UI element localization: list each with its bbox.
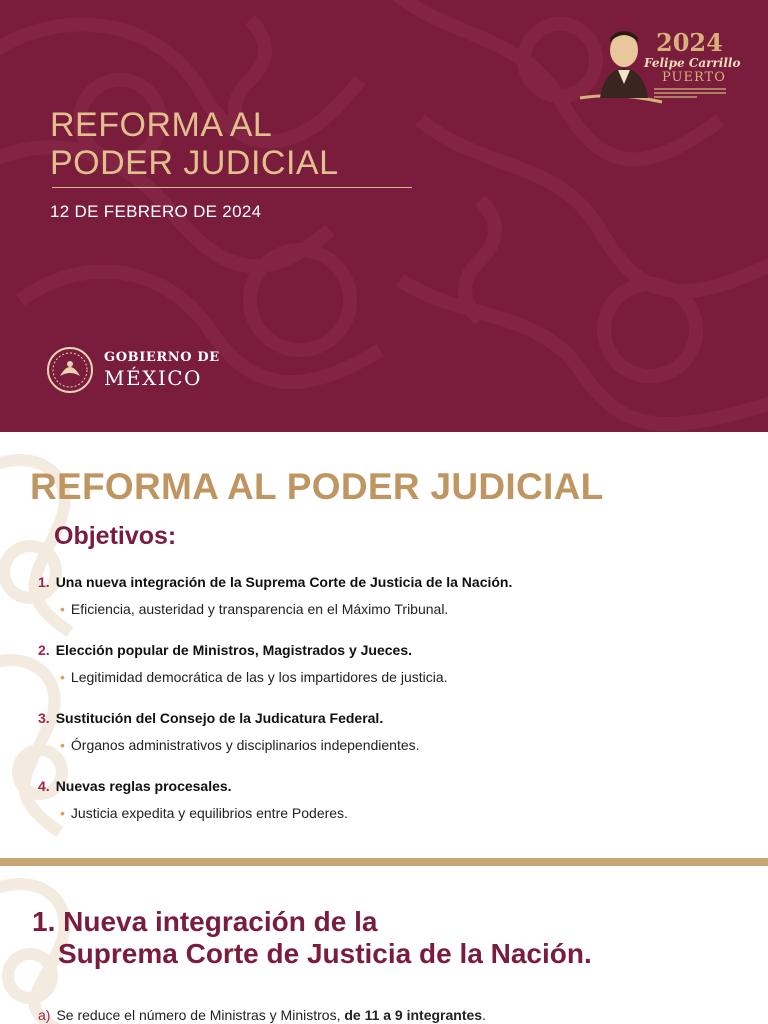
commemorative-fine-print [654, 88, 726, 100]
objetivos-slide [0, 432, 768, 860]
objective-bullet-text: Órganos administrativos y disciplinarios independientes. [70, 737, 420, 753]
section1-item [38, 1007, 486, 1023]
cover-date: 12 DE FEBRERO DE 2024 [50, 202, 262, 221]
cover-slide [0, 0, 768, 432]
section-title: REFORMA AL PODER JUDICIAL [30, 466, 604, 507]
commemorative-logo [578, 26, 748, 106]
commemorative-name: Felipe Carrillo [644, 56, 741, 70]
objective-bullet-text: Justicia expedita y equilibrios entre Poderes. [70, 805, 348, 821]
cover-title-line2: PODER JUDICIAL [50, 144, 339, 182]
section1-title-line1: 1. Nueva integración de la [32, 906, 378, 937]
bullet-icon: • [60, 669, 65, 685]
gobierno-de-text: GOBIERNO DE [104, 350, 220, 365]
title-underline [52, 187, 412, 188]
section1-slide [0, 866, 768, 1024]
objective-item [38, 710, 420, 753]
objective-heading [38, 574, 512, 590]
bullet-icon: • [60, 805, 65, 821]
item-text: Se reduce el número de Ministras y Ministros, [56, 1007, 345, 1023]
objective-heading [38, 778, 348, 794]
mexico-text: MÉXICO [104, 366, 202, 390]
cover-title-line1: REFORMA AL [50, 106, 273, 144]
commemorative-place: PUERTO [662, 70, 726, 85]
objective-bullet-text: Legitimidad democrática de las y los impartidores de justicia. [70, 669, 448, 685]
objective-number: 3. [38, 710, 50, 726]
slide-divider [0, 858, 768, 866]
objective-bullet [60, 669, 448, 685]
bullet-icon: • [60, 737, 65, 753]
objetivos-subtitle: Objetivos: [54, 522, 177, 550]
gobierno-de-mexico-logo [46, 346, 226, 396]
objective-heading-text: Una nueva integración de la Suprema Corte de Justicia de la Nación. [55, 574, 513, 590]
objective-heading-text: Sustitución del Consejo de la Judicatura Federal. [55, 710, 384, 726]
national-seal-icon [46, 346, 94, 394]
objective-heading [38, 710, 420, 726]
objective-number: 2. [38, 642, 50, 658]
objective-heading-text: Elección popular de Ministros, Magistrados y Jueces. [55, 642, 413, 658]
section1-title-line2: Suprema Corte de Justicia de la Nación. [58, 938, 592, 969]
item-bold-text: de 11 a 9 integrantes [344, 1007, 483, 1023]
objective-bullet [60, 805, 348, 821]
objective-bullet-text: Eficiencia, austeridad y transparencia en el Máximo Tribunal. [70, 601, 449, 617]
bullet-icon: • [60, 601, 65, 617]
item-label: a) [38, 1007, 51, 1023]
section1-title [32, 906, 592, 970]
objective-bullet [60, 601, 512, 617]
objective-number: 4. [38, 778, 50, 794]
objective-number: 1. [38, 574, 50, 590]
objective-item [38, 642, 448, 685]
objective-heading [38, 642, 448, 658]
cover-title [50, 106, 339, 182]
objective-bullet [60, 737, 420, 753]
objective-item [38, 574, 512, 617]
objective-item [38, 778, 348, 821]
commemorative-year: 2024 [656, 28, 723, 57]
objective-heading-text: Nuevas reglas procesales. [55, 778, 232, 794]
item-end: . [482, 1007, 486, 1023]
